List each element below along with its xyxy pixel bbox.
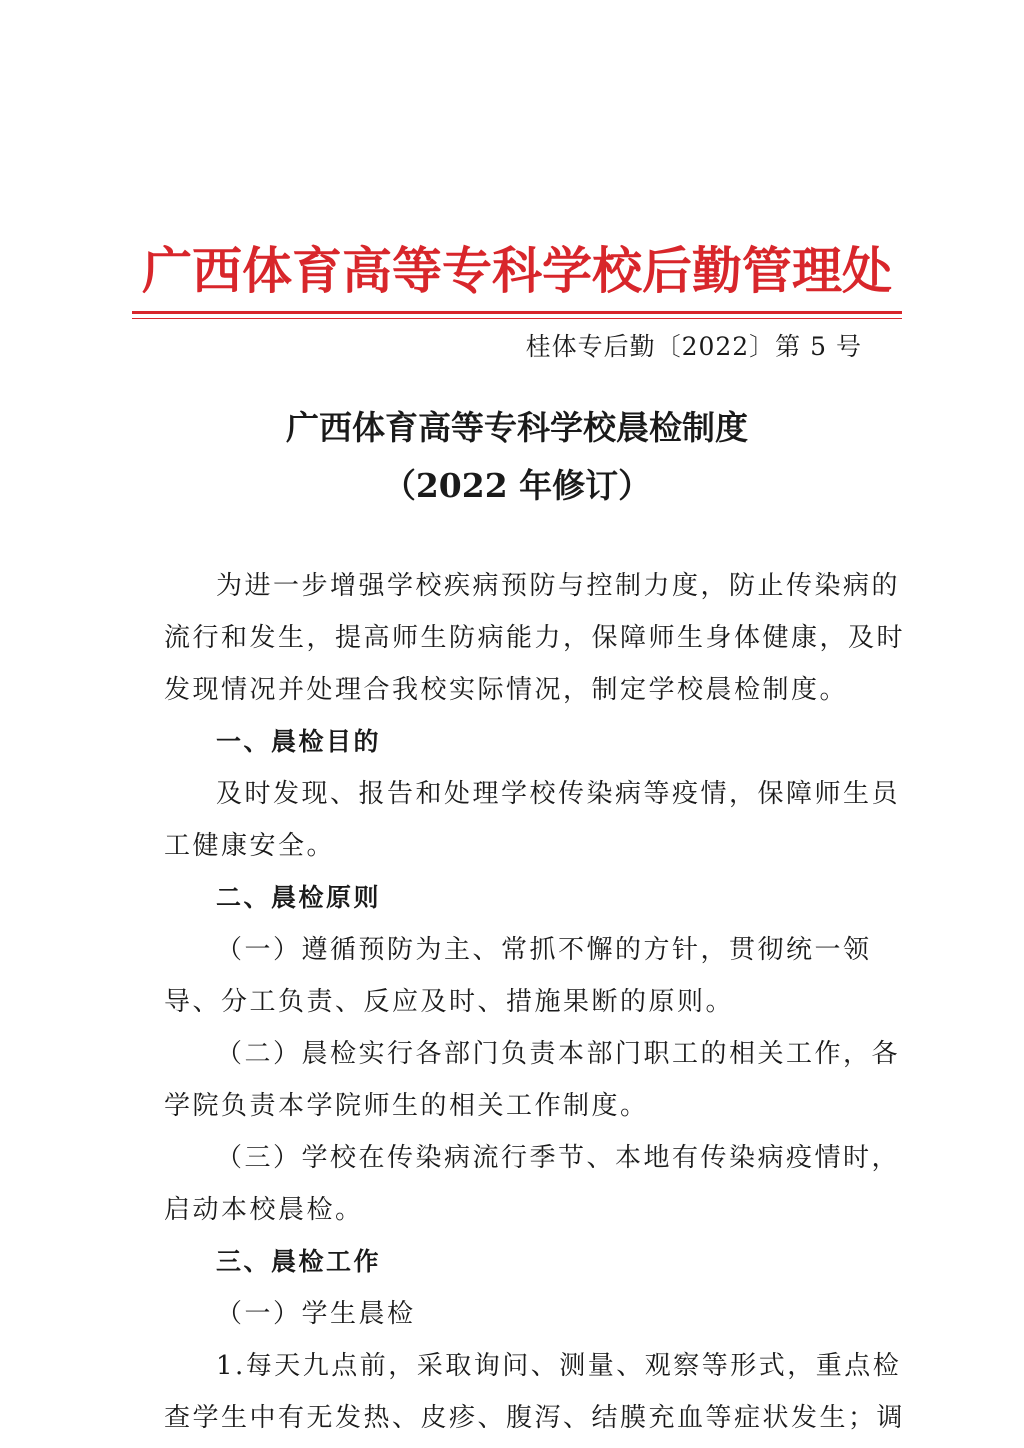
document-number: 桂体专后勤〔2022〕第 5 号 [525,332,862,361]
body-line: 导、分工负责、反应及时、措施果断的原则。 [164,987,735,1017]
letterhead-rule-thin [132,318,902,319]
document-subtitle: （2022 年修订） [382,466,652,505]
body-line: 启动本校晨检。 [164,1195,364,1225]
body-line: 查学生中有无发热、皮疹、腹泻、结膜充血等症状发生；调 [164,1403,906,1433]
body-line: （三）学校在传染病流行季节、本地有传染病疫情时， [216,1143,901,1173]
subsection-heading: （一）学生晨检 [216,1299,416,1329]
letterhead-title: 广西体育高等专科学校后勤管理处 [142,241,892,300]
section-heading: 三、晨检工作 [216,1247,382,1276]
body-line: （一）遵循预防为主、常抓不懈的方针，贯彻统一领 [216,935,872,965]
section-heading: 二、晨检原则 [216,883,382,912]
body-line: 流行和发生，提高师生防病能力，保障师生身体健康，及时 [164,623,906,653]
body-line: 发现情况并处理合我校实际情况，制定学校晨检制度。 [164,675,849,705]
section-heading: 一、晨检目的 [216,727,382,756]
body-line: 工健康安全。 [164,831,336,861]
body-line: 学院负责本学院师生的相关工作制度。 [164,1091,649,1121]
letterhead-rule-thick [132,311,902,314]
body-line: 为进一步增强学校疾病预防与控制力度，防止传染病的 [216,571,901,601]
document-title: 广西体育高等专科学校晨检制度 [286,408,748,447]
body-line: 及时发现、报告和处理学校传染病等疫情，保障师生员 [216,779,901,809]
body-line: 1.每天九点前，采取询问、测量、观察等形式，重点检 [216,1351,902,1381]
body-line: （二）晨检实行各部门负责本部门职工的相关工作，各 [216,1039,901,1069]
document-body [164,560,906,1444]
